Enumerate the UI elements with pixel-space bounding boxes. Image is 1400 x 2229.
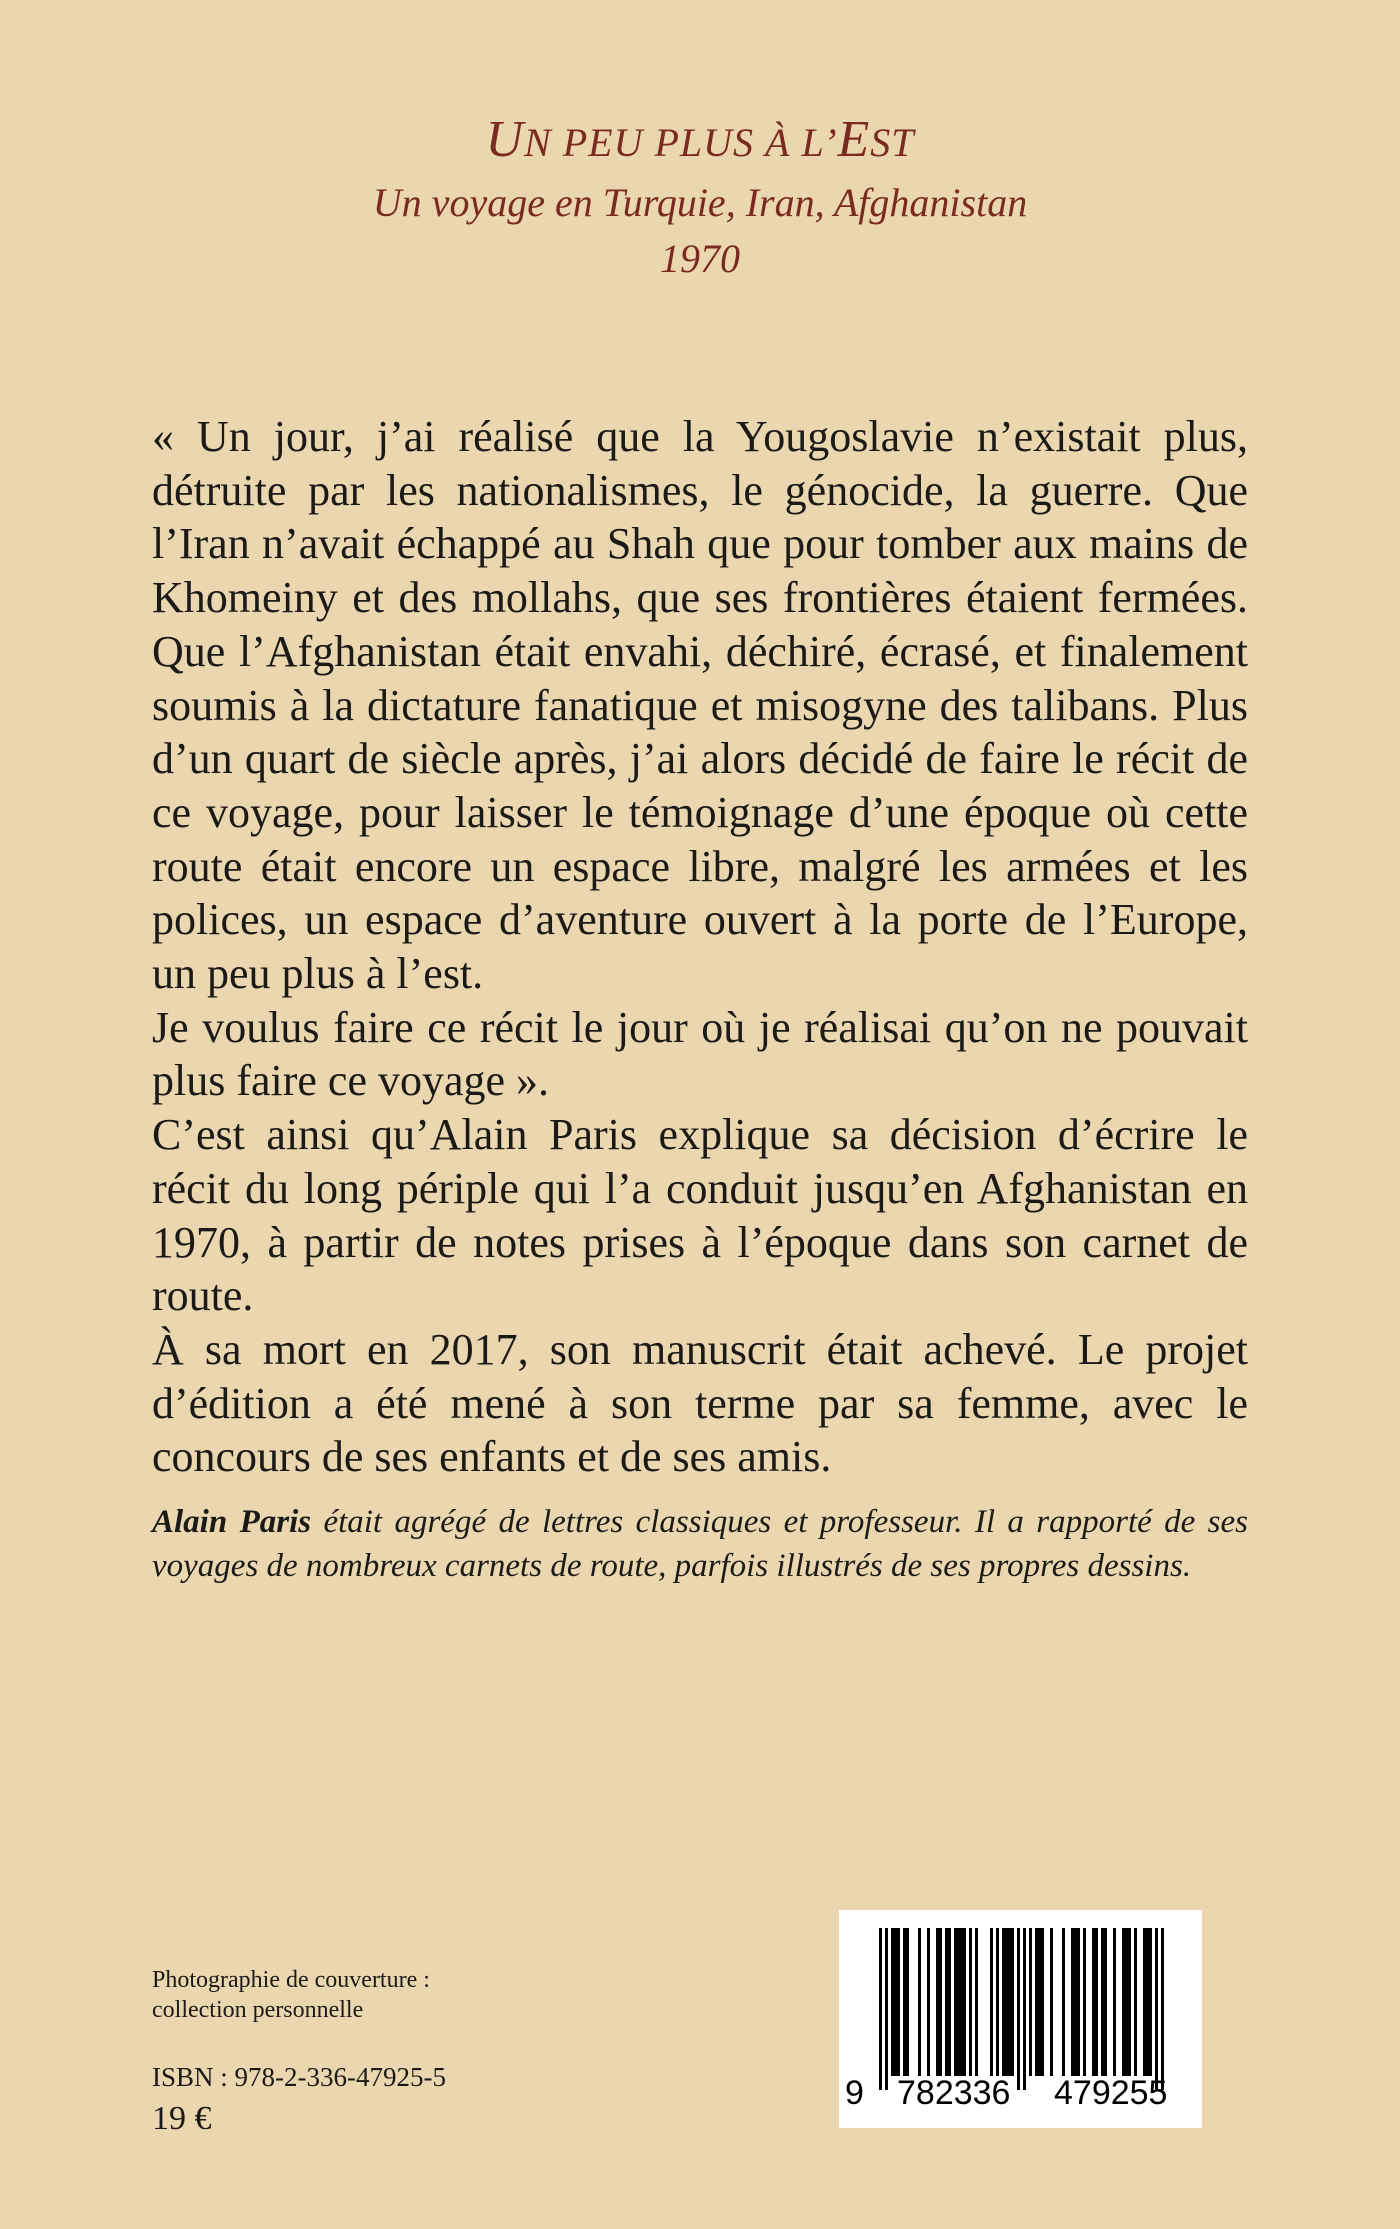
- barcode-bar: [891, 1928, 894, 2076]
- book-title: [0, 108, 1400, 175]
- barcode: [839, 1910, 1202, 2128]
- title-part: ST: [870, 120, 915, 165]
- barcode-bar: [1155, 1928, 1158, 2090]
- blurb-paragraph: C’est ainsi qu’Alain Paris explique sa décision d’écrire le récit du long périple qui l’a conduit jusqu’en Afghanistan en 1970, à partir de notes prises à l’époque dans son carnet de route.: [152, 1110, 1248, 1321]
- barcode-bar: [963, 1928, 966, 2076]
- credits-line: Photographie de couverture :: [152, 1967, 430, 1993]
- barcode-bar: [897, 1928, 900, 2076]
- author-name: Alain Paris: [152, 1504, 312, 1540]
- barcode-bar: [1125, 1928, 1128, 2076]
- book-year: 1970: [660, 236, 740, 281]
- barcode-bar: [1077, 1928, 1080, 2076]
- barcode-bar: [1149, 1928, 1152, 2076]
- title-part: N PEU PLUS À L’: [524, 120, 838, 165]
- blurb: [152, 410, 1248, 1484]
- barcode-bar: [1122, 1928, 1125, 2076]
- barcode-bar: [1074, 1928, 1077, 2076]
- barcode-bar: [1002, 1928, 1005, 2076]
- blurb-paragraph: « Un jour, j’ai réalisé que la Yougoslavie n’existait plus, détruite par les nationalismes, le génocide, la guerre. Que l’Iran n’avait échappé au Shah que pour tomber aux mains de Khomeiny et des mollahs, que ses frontières étaient fermées. Que l’Afghanistan était envahi, déchiré, écrasé, et finalement soumis à la dictature fanatique et misogyne des talibans. Plus d’un quart de siècle après, j’ai alors décidé de faire le récit de ce voyage, pour laisser le témoignage d’une époque où cette route était encore un espace libre, malgré les armées et les polices, un espace d’aventure ouvert à la porte de l’Europe, un peu plus à l’est.: [152, 412, 1248, 999]
- barcode-bar: [954, 1928, 957, 2076]
- credits-line: collection personnelle: [152, 1997, 364, 2023]
- title-part: U: [485, 111, 525, 168]
- barcode-bar: [927, 1928, 930, 2076]
- barcode-bar: [1008, 1928, 1011, 2076]
- barcode-bar: [1011, 1928, 1014, 2076]
- barcode-bar: [1104, 1928, 1107, 2076]
- barcode-bar: [1146, 1928, 1149, 2076]
- barcode-bar: [1062, 1928, 1065, 2076]
- barcode-bar: [894, 1928, 897, 2076]
- author-bio: [152, 1500, 1248, 1588]
- barcode-bar: [1017, 1928, 1020, 2090]
- barcode-group-1: 782336: [897, 2074, 1011, 2112]
- blurb-paragraph: À sa mort en 2017, son manuscrit était achevé. Le projet d’édition a été mené à son terme par sa femme, avec le concours de ses enfants et de ses amis.: [152, 1324, 1248, 1482]
- barcode-first-digit: 9: [845, 2074, 864, 2112]
- barcode-bar: [918, 1928, 921, 2076]
- barcode-bar: [1128, 1928, 1131, 2076]
- barcode-bar: [939, 1928, 942, 2076]
- barcode-bar: [1005, 1928, 1008, 2076]
- barcode-bar: [1134, 1928, 1137, 2076]
- barcode-bar: [1071, 1928, 1074, 2076]
- book-subtitle: Un voyage en Turquie, Iran, Afghanistan: [372, 180, 1028, 225]
- barcode-bar: [957, 1928, 960, 2076]
- barcode-bar: [1101, 1928, 1104, 2076]
- barcode-bar: [1029, 1928, 1032, 2076]
- barcode-bar: [1050, 1928, 1053, 2076]
- barcode-bar: [1023, 1928, 1026, 2090]
- barcode-bar: [879, 1928, 882, 2090]
- barcode-bar: [996, 1928, 999, 2076]
- barcode-bar: [903, 1928, 906, 2076]
- barcode-bar: [945, 1928, 948, 2076]
- cover-header: [0, 108, 1400, 287]
- barcode-bar: [1041, 1928, 1044, 2076]
- barcode-bar: [885, 1928, 888, 2090]
- barcode-bar: [948, 1928, 951, 2076]
- barcode-bar: [960, 1928, 963, 2076]
- barcode-group-2: 479255: [1054, 2074, 1168, 2112]
- barcode-bar: [969, 1928, 972, 2076]
- barcode-bar: [975, 1928, 978, 2076]
- isbn: ISBN : 978-2-336-47925-5: [152, 2062, 446, 2092]
- price: 19 €: [152, 2100, 212, 2137]
- barcode-bar: [936, 1928, 939, 2076]
- barcode-digits: [839, 2074, 1202, 2114]
- barcode-bar: [1038, 1928, 1041, 2076]
- author-bio-text: était agrégé de lettres classiques et professeur. Il a rapporté de ses voyages de nombreux carnets de route, parfois illustrés de ses propres dessins.: [152, 1504, 1248, 1584]
- barcode-bar: [1161, 1928, 1164, 2090]
- barcode-bar: [1092, 1928, 1095, 2076]
- barcode-bar: [1113, 1928, 1116, 2076]
- title-part: E: [837, 111, 871, 168]
- photo-credits: [152, 1965, 430, 2025]
- barcode-bar: [906, 1928, 909, 2076]
- barcode-bar: [1083, 1928, 1086, 2076]
- barcode-bar: [1143, 1928, 1146, 2076]
- barcode-bar: [1095, 1928, 1098, 2076]
- blurb-paragraph: Je voulus faire ce récit le jour où je réalisai qu’on ne pouvait plus faire ce voyage ».: [152, 1002, 1248, 1106]
- barcode-bar: [1035, 1928, 1038, 2076]
- barcode-bar: [990, 1928, 993, 2076]
